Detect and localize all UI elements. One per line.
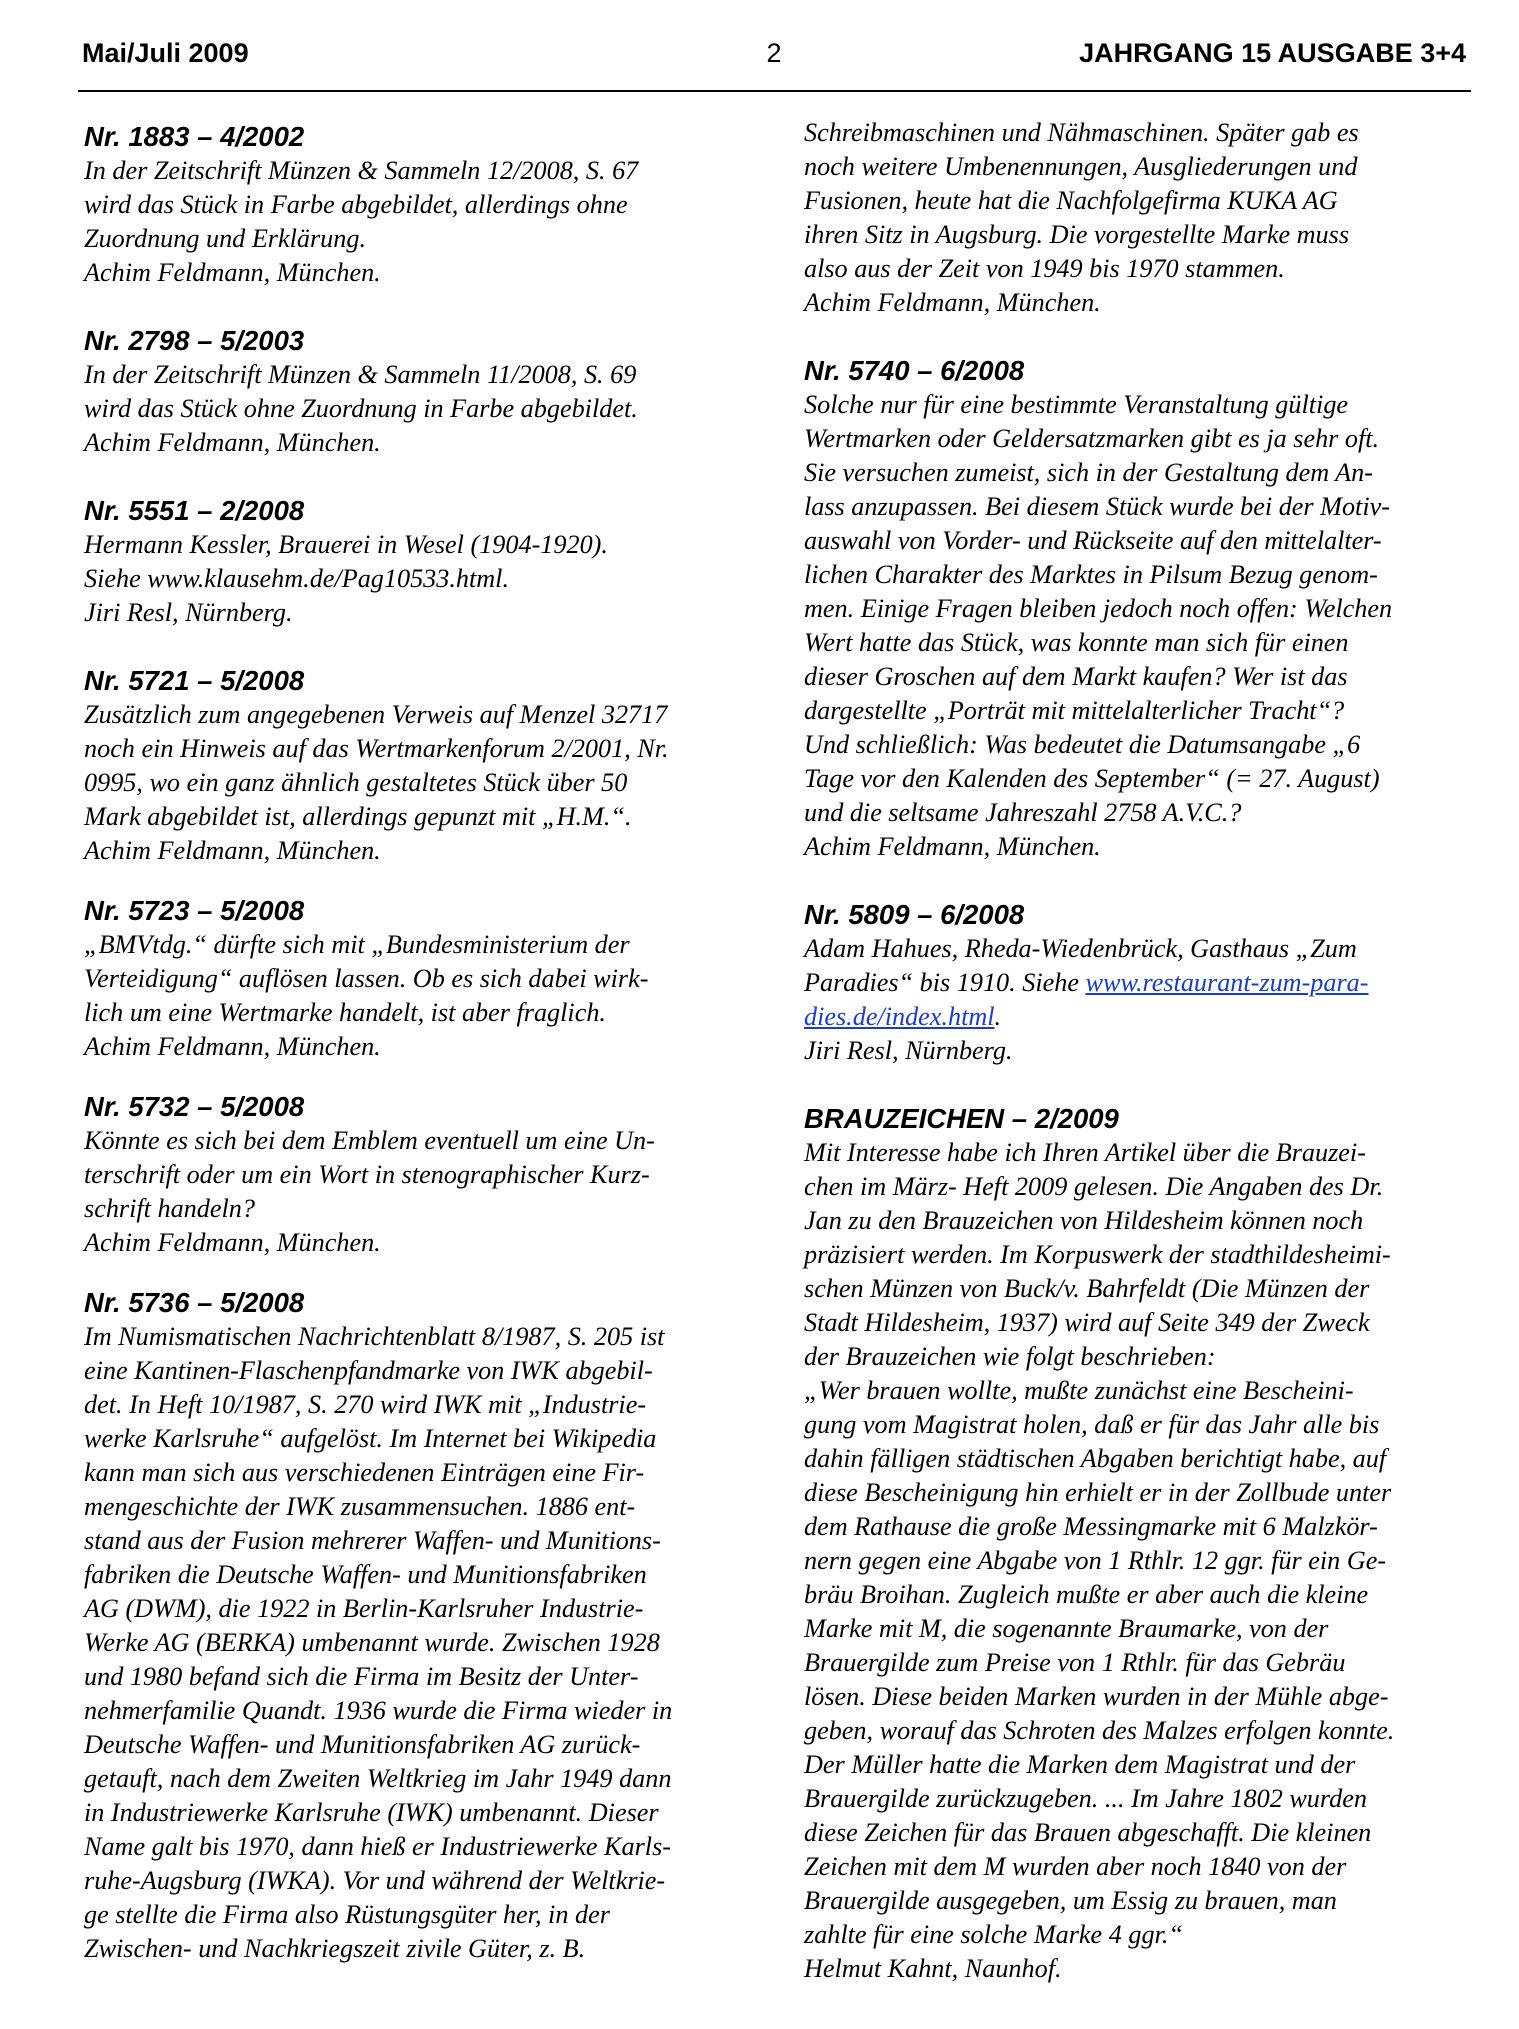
entry-line: Könnte es sich bei dem Emblem eventuell um eine Un-: [84, 1126, 655, 1155]
entry-line: Name galt bis 1970, dann hieß er Industriewerke Karls-: [84, 1832, 671, 1861]
header-rule: [78, 90, 1471, 92]
entry-title: Nr. 1883 – 4/2002: [84, 121, 305, 152]
entry-line: Fusionen, heute hat die Nachfolgefirma KUKA AG: [804, 186, 1338, 215]
entry: [84, 894, 744, 1064]
entry-title: Nr. 5732 – 5/2008: [84, 1091, 305, 1122]
entry-line: Brauergilde ausgegeben, um Essig zu brauen, man: [804, 1886, 1337, 1915]
entry-line: Wert hatte das Stück, was konnte man sich für einen: [804, 628, 1349, 657]
page-number: 2: [766, 38, 782, 68]
entry-line: dem Rathause die große Messingmarke mit 6 Malzkör-: [804, 1512, 1378, 1541]
entry-line: Mit Interesse habe ich Ihren Artikel über die Brauzei-: [804, 1138, 1366, 1167]
entry-line: Helmut Kahnt, Naunhof.: [804, 1954, 1062, 1983]
entry-line: Der Müller hatte die Marken dem Magistrat und der: [804, 1750, 1356, 1779]
entry-line: bräu Broihan. Zugleich mußte er aber auch die kleine: [804, 1580, 1369, 1609]
entry: [804, 354, 1470, 864]
website-link[interactable]: www.restaurant-zum-para-: [1085, 968, 1369, 997]
entry-line: werke Karlsruhe“ aufgelöst. Im Internet bei Wikipedia: [84, 1424, 657, 1453]
entry-line: präzisiert werden. Im Korpuswerk der stadthildesheimi-: [804, 1240, 1391, 1269]
entry-line: eine Kantinen-Flaschenpfandmarke von IWK abgebil-: [84, 1356, 653, 1385]
entry-line: „BMVtdg.“ dürfte sich mit „Bundesministerium der: [84, 930, 630, 959]
entry-line: Achim Feldmann, München.: [84, 1228, 381, 1257]
entry-line: Adam Hahues, Rheda-Wiedenbrück, Gasthaus „Zum: [804, 934, 1357, 963]
entry-line: zahlte für eine solche Marke 4 ggr.“: [804, 1920, 1183, 1949]
entry-line: det. In Heft 10/1987, S. 270 wird IWK mit „Industrie-: [84, 1390, 647, 1419]
entry-line: kann man sich aus verschiedenen Einträgen eine Fir-: [84, 1458, 645, 1487]
entry-line: terschrift oder um ein Wort in stenographischer Kurz-: [84, 1160, 650, 1189]
entry-line: Im Numismatischen Nachrichtenblatt 8/1987, S. 205 ist: [84, 1322, 665, 1351]
entry-line: Siehe www.klausehm.de/Pag10533.html.: [84, 564, 510, 593]
entry-line: Achim Feldmann, München.: [84, 258, 381, 287]
entry-line: [804, 966, 1470, 1000]
entry-title: Nr. 5740 – 6/2008: [804, 355, 1025, 386]
volume-issue: JAHRGANG 15 AUSGABE 3+4: [1079, 38, 1466, 68]
entry-line: getauft, nach dem Zweiten Weltkrieg im Jahr 1949 dann: [84, 1764, 672, 1793]
entry-line: mengeschichte der IWK zusammensuchen. 1886 ent-: [84, 1492, 636, 1521]
entry: [804, 898, 1470, 1068]
entry-line: und 1980 befand sich die Firma im Besitz der Unter-: [84, 1662, 639, 1691]
entry-line: Jan zu den Brauzeichen von Hildesheim können noch: [804, 1206, 1364, 1235]
entry-line: Wertmarken oder Geldersatzmarken gibt es ja sehr oft.: [804, 424, 1380, 453]
entry-line: lichen Charakter des Marktes in Pilsum Bezug genom-: [804, 560, 1378, 589]
entry-line: Achim Feldmann, München.: [84, 428, 381, 457]
right-column: [804, 116, 1470, 1986]
entry-title: Nr. 5723 – 5/2008: [84, 895, 305, 926]
entry-line: Sie versuchen zumeist, sich in der Gestaltung dem An-: [804, 458, 1373, 487]
entry: [84, 120, 744, 290]
entry-line: Zeichen mit dem M wurden aber noch 1840 von der: [804, 1852, 1347, 1881]
entry: [84, 664, 744, 868]
entry-line: diese Bescheinigung hin erhielt er in der Zollbude unter: [804, 1478, 1392, 1507]
entry: [84, 494, 744, 630]
entry-line: Und schließlich: Was bedeutet die Datumsangabe „6: [804, 730, 1361, 759]
entry-line: Jiri Resl, Nürnberg.: [84, 598, 293, 627]
link-suffix: .: [994, 1002, 1002, 1031]
entry-line: Brauergilde zum Preise von 1 Rthlr. für das Gebräu: [804, 1648, 1346, 1677]
entry-line: Marke mit M, die sogenannte Braumarke, von der: [804, 1614, 1329, 1643]
entry-line: Deutsche Waffen- und Munitionsfabriken AG zurück-: [84, 1730, 641, 1759]
entry-line: dargestellte „Porträt mit mittelalterlicher Tracht“?: [804, 696, 1345, 725]
entry-line: Brauergilde zurückzugeben. ... Im Jahre 1802 wurden: [804, 1784, 1367, 1813]
page-header: [82, 38, 1466, 78]
entry-title: Nr. 5721 – 5/2008: [84, 665, 305, 696]
entry-line: dahin fälligen städtischen Abgaben berichtigt habe, auf: [804, 1444, 1387, 1473]
entry-line: fabriken die Deutsche Waffen- und Munitionsfabriken: [84, 1560, 647, 1589]
entry-line: In der Zeitschrift Münzen & Sammeln 11/2008, S. 69: [84, 360, 637, 389]
entry-line: schrift handeln?: [84, 1194, 255, 1223]
entry-line: wird das Stück ohne Zuordnung in Farbe abgebildet.: [84, 394, 638, 423]
entry-line: diese Zeichen für das Brauen abgeschafft. Die kleinen: [804, 1818, 1372, 1847]
entry-line: noch ein Hinweis auf das Wertmarkenforum 2/2001, Nr.: [84, 734, 669, 763]
entry: [804, 116, 1470, 320]
entry-title: Nr. 5551 – 2/2008: [84, 495, 305, 526]
entry-line: in Industriewerke Karlsruhe (IWK) umbenannt. Dieser: [84, 1798, 659, 1827]
entry-line: In der Zeitschrift Münzen & Sammeln 12/2008, S. 67: [84, 156, 639, 185]
website-link-continued[interactable]: dies.de/index.html: [804, 1002, 995, 1031]
entry-line: Verteidigung“ auflösen lassen. Ob es sich dabei wirk-: [84, 964, 649, 993]
issue-date: Mai/Juli 2009: [82, 38, 249, 68]
entry-line: lich um eine Wertmarke handelt, ist aber fraglich.: [84, 998, 606, 1027]
entry-line: und die seltsame Jahreszahl 2758 A.V.C.?: [804, 798, 1242, 827]
entry-line: nern gegen eine Abgabe von 1 Rthlr. 12 ggr. für ein Ge-: [804, 1546, 1387, 1575]
entry-line: ruhe-Augsburg (IWKA). Vor und während der Weltkrie-: [84, 1866, 666, 1895]
entry: [84, 324, 744, 460]
entry-line: Hermann Kessler, Brauerei in Wesel (1904-1920).: [84, 530, 608, 559]
link-prefix: Paradies“ bis 1910. Siehe: [804, 968, 1086, 997]
entry-line: dieser Groschen auf dem Markt kaufen? Wer ist das: [804, 662, 1348, 691]
entry-line: [804, 1000, 1470, 1034]
entry-line: chen im März- Heft 2009 gelesen. Die Angaben des Dr.: [804, 1172, 1384, 1201]
entry-line: wird das Stück in Farbe abgebildet, allerdings ohne: [84, 190, 628, 219]
entry-line: Achim Feldmann, München.: [804, 832, 1101, 861]
entry-line: lösen. Diese beiden Marken wurden in der Mühle abge-: [804, 1682, 1389, 1711]
entry-line: Tage vor den Kalenden des September“ (= 27. August): [804, 764, 1380, 793]
entry-line: men. Einige Fragen bleiben jedoch noch offen: Welchen: [804, 594, 1393, 623]
entry-line: Achim Feldmann, München.: [84, 1032, 381, 1061]
entry-line: ge stellte die Firma also Rüstungsgüter her, in der: [84, 1900, 610, 1929]
entry-line: Zuordnung und Erklärung.: [84, 224, 367, 253]
entry-line: Mark abgebildet ist, allerdings gepunzt mit „H.M.“.: [84, 802, 632, 831]
entry-line: Schreibmaschinen und Nähmaschinen. Später gab es: [804, 118, 1359, 147]
entry-line: noch weitere Umbenennungen, Ausgliederungen und: [804, 152, 1358, 181]
entry: [84, 1090, 744, 1260]
entry-line: also aus der Zeit von 1949 bis 1970 stammen.: [804, 254, 1285, 283]
entry-line: lass anzupassen. Bei diesem Stück wurde bei der Motiv-: [804, 492, 1390, 521]
entry-line: schen Münzen von Buck/v. Bahrfeldt (Die Münzen der: [804, 1274, 1370, 1303]
entry-line: Zusätzlich zum angegebenen Verweis auf Menzel 32717: [84, 700, 668, 729]
entry-line: auswahl von Vorder- und Rückseite auf den mittelalter-: [804, 526, 1382, 555]
entry-line: ihren Sitz in Augsburg. Die vorgestellte Marke muss: [804, 220, 1350, 249]
entry-line: der Brauzeichen wie folgt beschrieben:: [804, 1342, 1216, 1371]
entry-line: stand aus der Fusion mehrerer Waffen- und Munitions-: [84, 1526, 661, 1555]
entry-line: geben, worauf das Schroten des Malzes erfolgen konnte.: [804, 1716, 1395, 1745]
entry-line: Achim Feldmann, München.: [84, 836, 381, 865]
entry-line: gung vom Magistrat holen, daß er für das Jahr alle bis: [804, 1410, 1380, 1439]
entry-line: AG (DWM), die 1922 in Berlin-Karlsruher Industrie-: [84, 1594, 644, 1623]
left-column: [84, 120, 744, 1966]
entry-title: Nr. 2798 – 5/2003: [84, 325, 305, 356]
entry-line: Zwischen- und Nachkriegszeit zivile Güter, z. B.: [84, 1934, 586, 1963]
entry-title: Nr. 5736 – 5/2008: [84, 1287, 305, 1318]
entry-line: Werke AG (BERKA) umbenannt wurde. Zwischen 1928: [84, 1628, 660, 1657]
entry-author: Jiri Resl, Nürnberg.: [804, 1036, 1013, 1065]
entry: [84, 1286, 744, 1966]
entry-line: 0995, wo ein ganz ähnlich gestaltetes Stück über 50: [84, 768, 628, 797]
entry-line: Solche nur für eine bestimmte Veranstaltung gültige: [804, 390, 1349, 419]
entry-line: Achim Feldmann, München.: [804, 288, 1101, 317]
entry: [804, 1102, 1470, 1986]
entry-line: „Wer brauen wollte, mußte zunächst eine Bescheini-: [804, 1376, 1354, 1405]
entry-line: nehmerfamilie Quandt. 1936 wurde die Firma wieder in: [84, 1696, 673, 1725]
entry-title: Nr. 5809 – 6/2008: [804, 899, 1025, 930]
entry-title: BRAUZEICHEN – 2/2009: [804, 1103, 1119, 1134]
entry-line: Stadt Hildesheim, 1937) wird auf Seite 349 der Zweck: [804, 1308, 1370, 1337]
